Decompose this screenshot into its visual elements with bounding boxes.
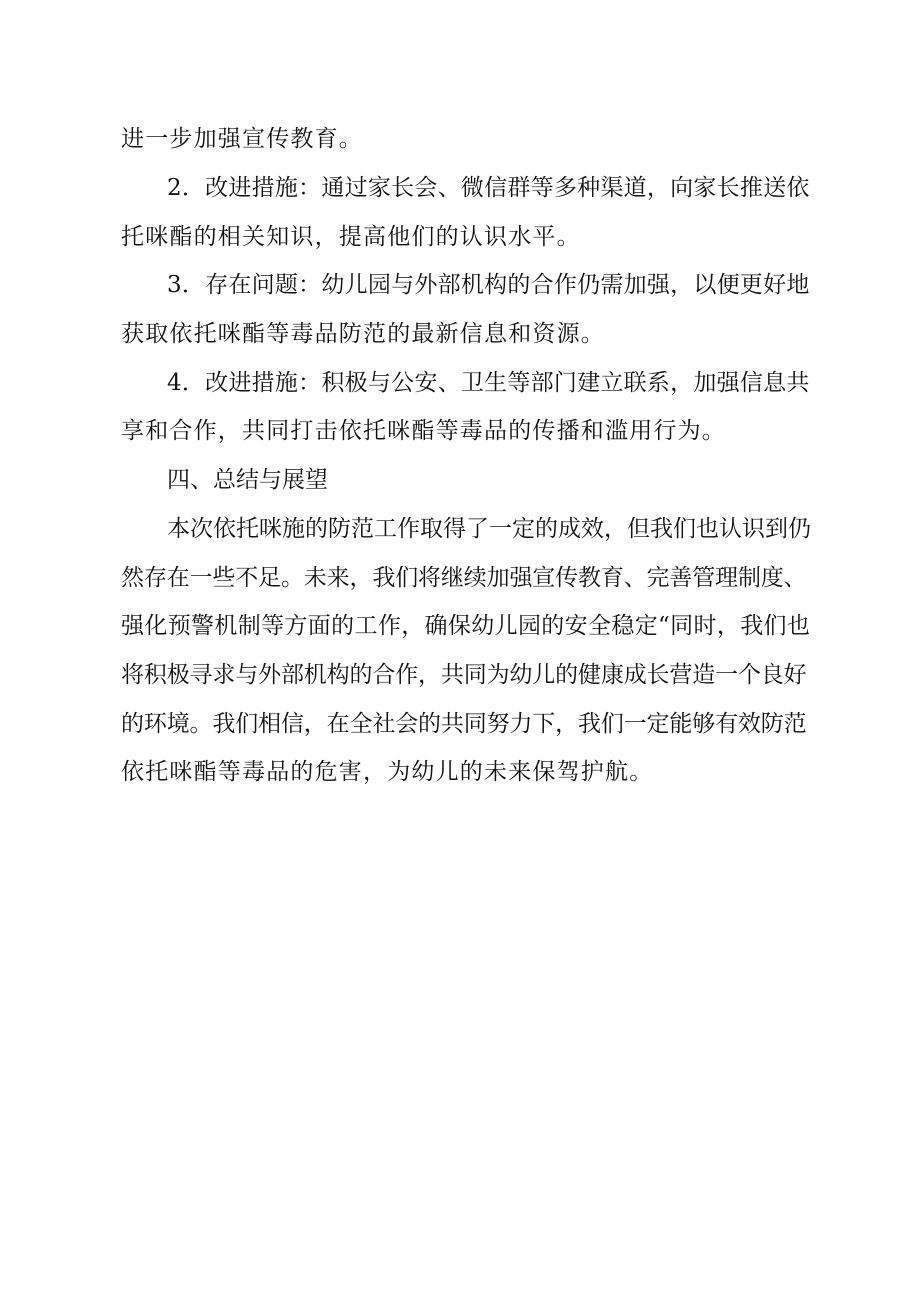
summary-line-1: 本次依托咪施的防范工作取得了一定的成效，但我们也认识到仍 bbox=[167, 516, 811, 542]
summary-line-6: 依托咪酯等毒品的危害，为幼儿的未来保驾护航。 bbox=[121, 759, 654, 785]
item-3-line-2: 获取依托咪酯等毒品防范的最新信息和资源。 bbox=[121, 321, 605, 347]
item-3-line-1: 3．存在问题：幼儿园与外部机构的合作仍需加强，以便更好地 bbox=[167, 272, 810, 298]
summary-line-4: 将积极寻求与外部机构的合作，共同为幼儿的健康成长营造一个良好 bbox=[121, 662, 807, 688]
section-heading: 四、总结与展望 bbox=[167, 467, 328, 493]
summary-line-5: 的环境。我们相信，在全社会的共同努力下，我们一定能够有效防范 bbox=[121, 711, 807, 737]
item-4-line-2: 享和合作，共同打击依托咪酯等毒品的传播和滥用行为。 bbox=[121, 418, 726, 444]
item-4-line-1: 4．改进措施：积极与公安、卫生等部门建立联系，加强信息共 bbox=[167, 370, 810, 396]
summary-line-3: 强化预警机制等方面的工作，确保幼儿园的安全稳定“同时，我们也 bbox=[121, 613, 811, 639]
paragraph-continuation-line-1: 进一步加强宣传教育。 bbox=[121, 126, 363, 152]
summary-line-2: 然存在一些不足。未来，我们将继续加强宣传教育、完善管理制度、 bbox=[121, 565, 807, 591]
item-2-line-2: 托咪酯的相关知识，提高他们的认识水平。 bbox=[121, 224, 581, 250]
item-2-line-1: 2．改进措施：通过家长会、微信群等多种渠道，向家长推送依 bbox=[167, 175, 810, 201]
